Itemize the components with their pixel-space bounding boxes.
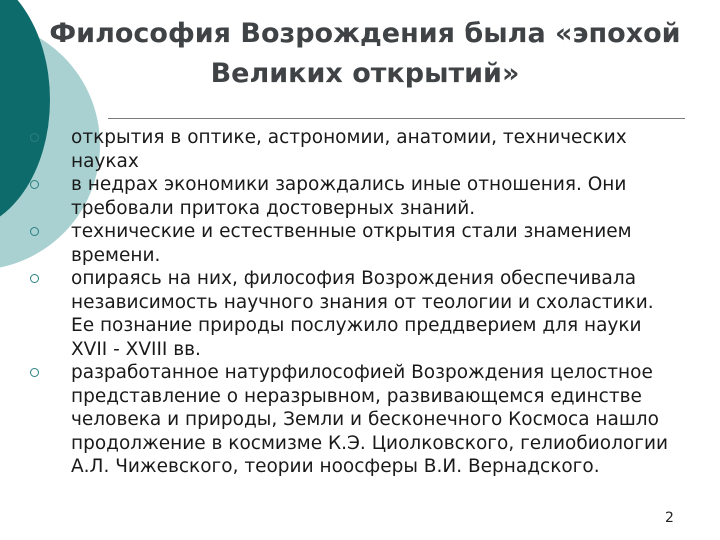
bullet-circle-icon — [30, 227, 39, 236]
list-item-text: разработанное натурфилософией Возрождения целостное представление о неразрывном, развивающемся единстве человека и природы, Земли и бесконечного Космоса нашло продолжение в космизме К.Э. Циолковского, гелиобиологии А.Л. Чижевского, теории ноосферы В.И. Вернадского. — [71, 362, 669, 477]
list-item-text: технические и естественные открытия стали знамением времени. — [71, 221, 632, 266]
slide-title-line-2: Великих открытий» — [210, 58, 520, 89]
list-item — [30, 220, 680, 267]
list-item-text: в недрах экономики зарождались иные отношения. Они требовали притока достоверных знаний. — [71, 174, 627, 219]
bullet-circle-icon — [30, 133, 39, 142]
list-item-text: открытия в оптике, астрономии, анатомии, технических науках — [71, 127, 627, 172]
list-item — [30, 267, 680, 361]
bullet-circle-icon — [30, 180, 39, 189]
slide-title — [20, 14, 710, 94]
list-item — [30, 173, 680, 220]
list-item — [30, 126, 680, 173]
bullet-list — [30, 126, 680, 479]
slide-title-line-1: Философия Возрождения была «эпохой — [49, 18, 681, 49]
list-item-text: опираясь на них, философия Возрождения обеспечивала независимость научного знания от теологии и схоластики. Ее познание природы послужило преддверием для науки XVII - XVIII вв. — [71, 268, 654, 360]
page-number: 2 — [665, 510, 674, 526]
bullet-circle-icon — [30, 368, 39, 377]
bullet-circle-icon — [30, 274, 39, 283]
title-divider — [108, 118, 685, 119]
list-item — [30, 361, 680, 479]
